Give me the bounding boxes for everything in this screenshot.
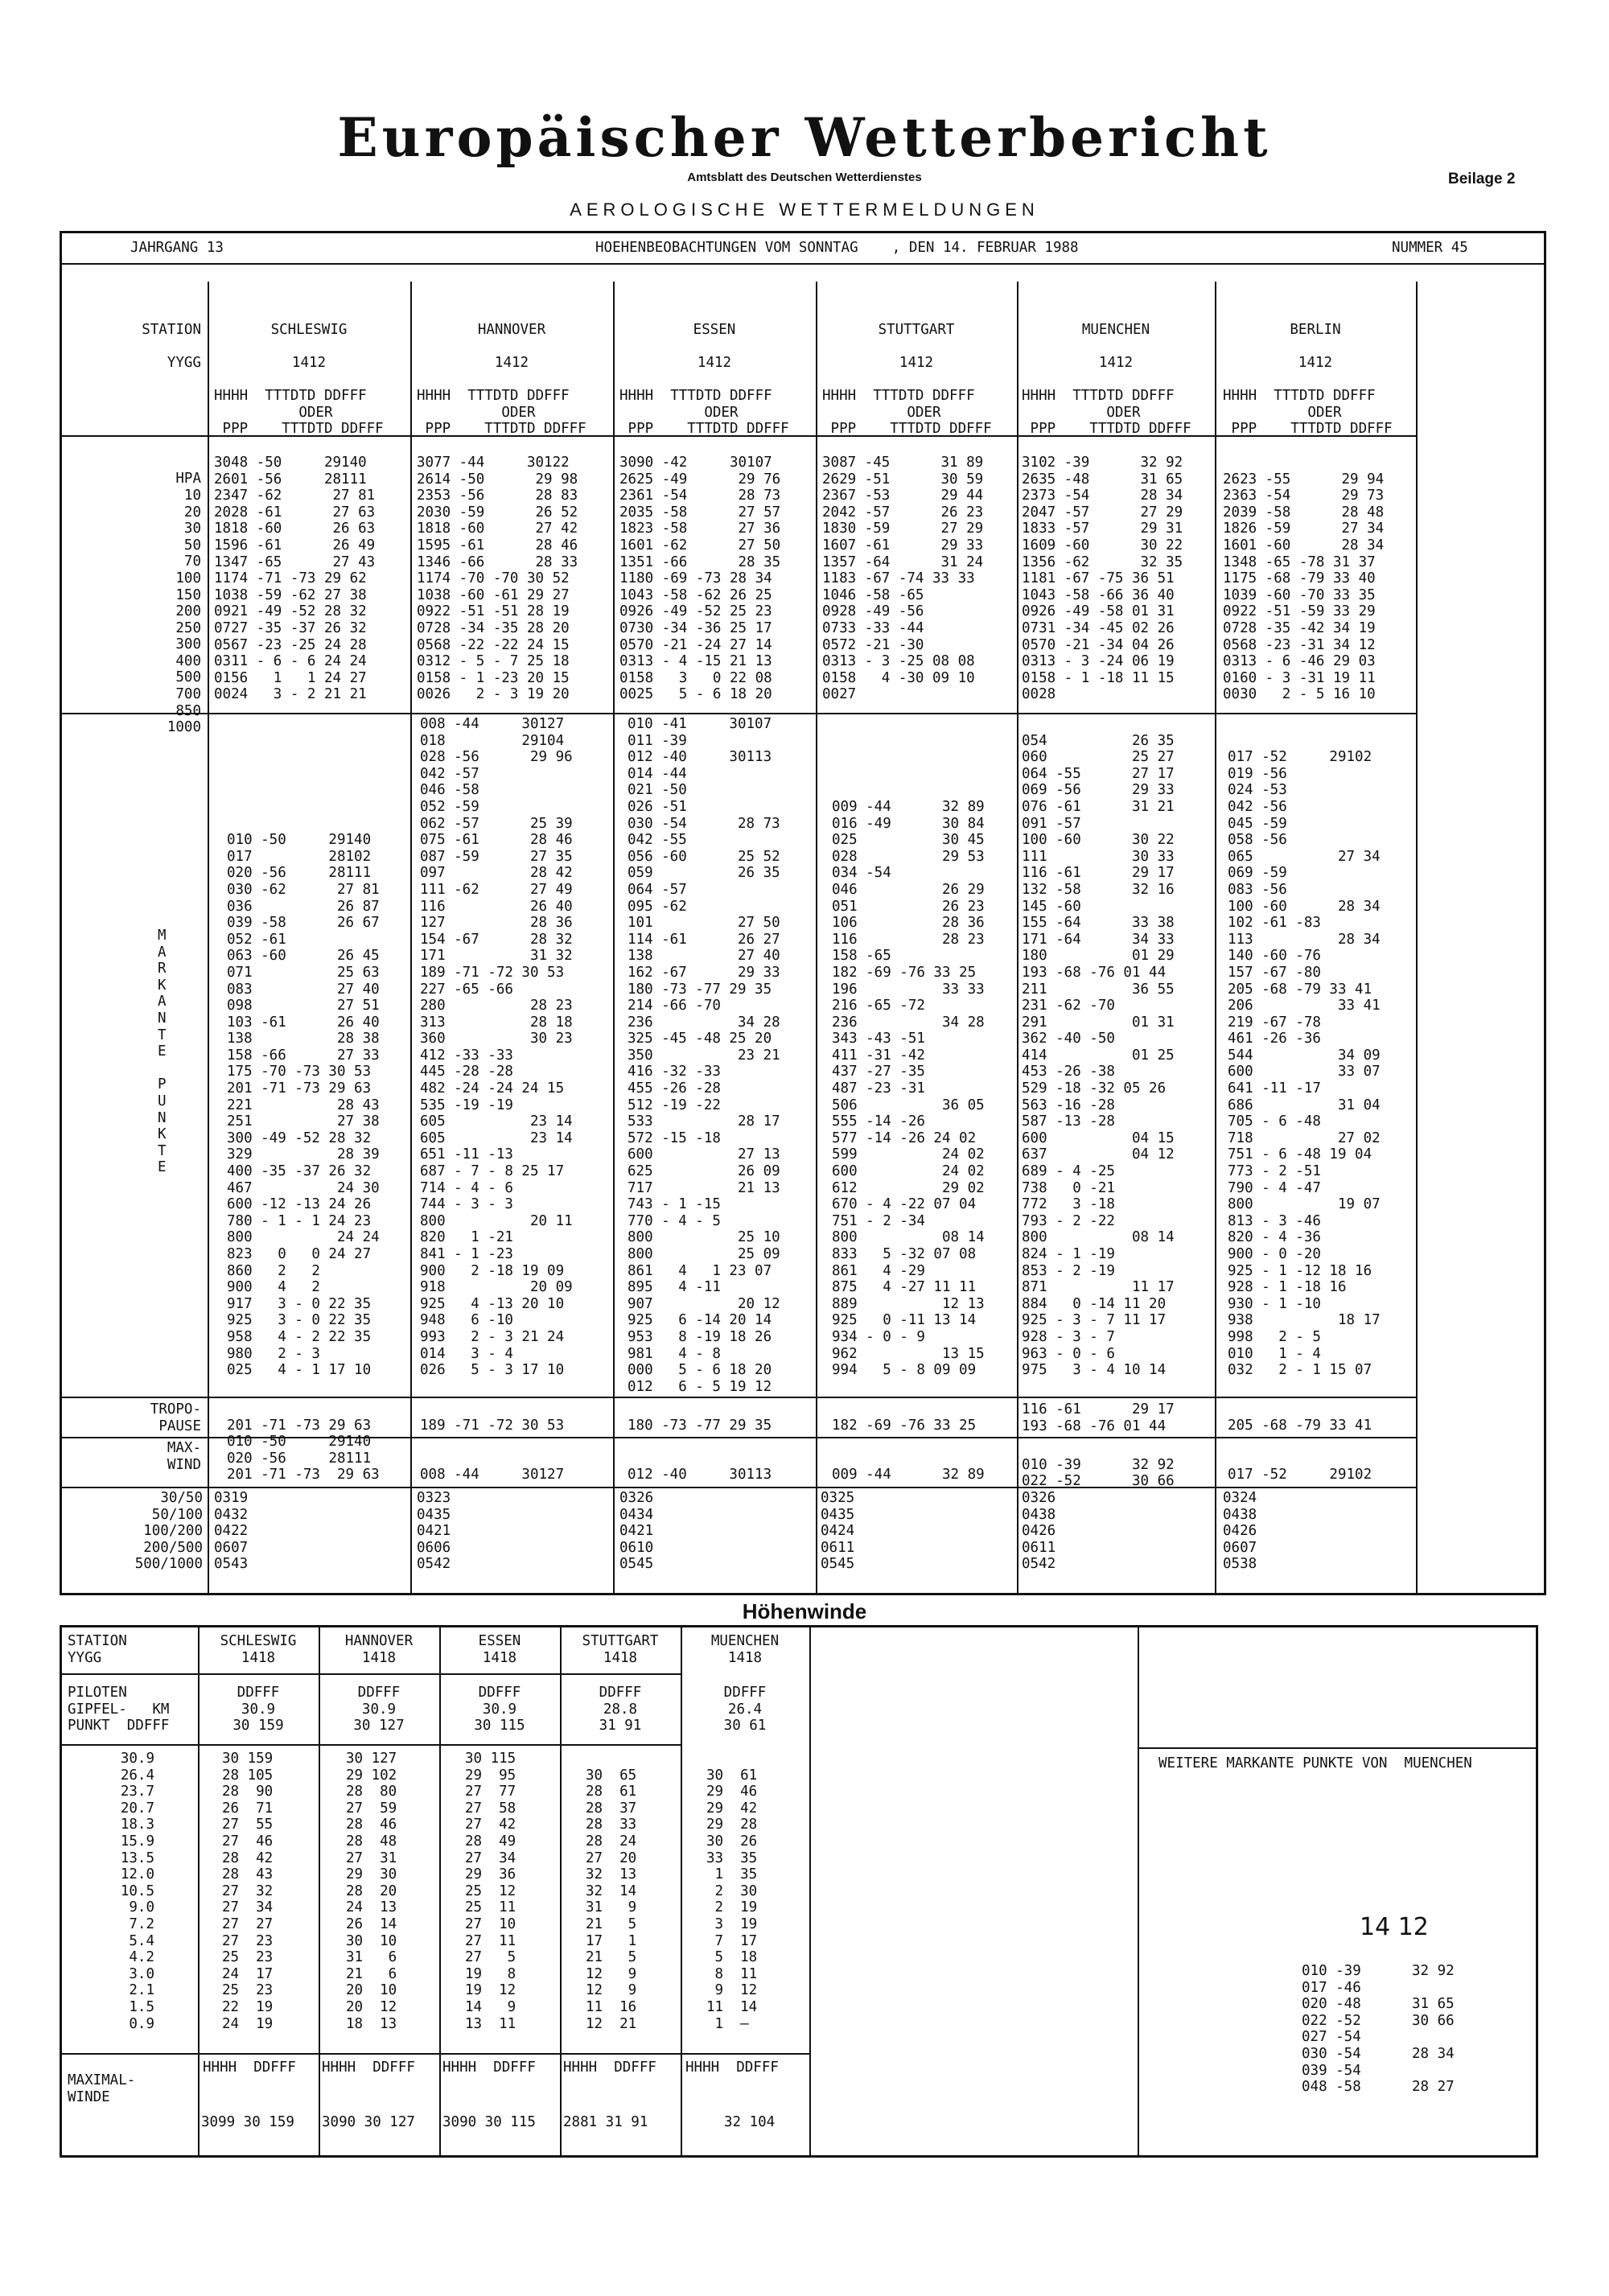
column-divider bbox=[816, 282, 817, 1595]
hw-max-value: 3090 30 127 bbox=[322, 2114, 415, 2130]
tropo-divider bbox=[60, 1397, 1416, 1398]
station-maxwind: 008 -44 30127 bbox=[420, 1467, 565, 1483]
station-column-header: HHHH TTTDTD DDFFF ODER PPP TTTDTD DDFFF bbox=[619, 388, 789, 438]
station-markante-data: 017 -52 29102 019 -56 024 -53 042 -56 045 -59 058 -56 065 27 34 069 -59 083 -56 100 -60 28 34 102 -61 -83 113 28 34 140 -60 -76 157 -67 -80 205 -68 -79 33 41 206 33 41 219 -67 -78 461 -26 -36 544 34 09 600 33 07 641 -11 -17 686 31 04 705 - 6 -48 718 27 02 751 - 6 -48 19 04 773 - 2 -51 790 - 4 -47 800 19 07 813 - 3 -46 820 - 4 -36 900 - 0 -20 925 - 1 -12 18 16 928 - 1 -18 16 930 - 1 -10 938 18 17 998 2 - 5 010 1 - 4 032 2 - 1 15 07 bbox=[1228, 749, 1381, 1379]
observation-date: HOEHENBEOBACHTUNGEN VOM SONNTAG , DEN 14. FEBRUAR 1988 bbox=[595, 240, 1079, 256]
hpa-divider bbox=[60, 713, 1416, 714]
station-column-header: HHHH TTTDTD DDFFF ODER PPP TTTDTD DDFFF bbox=[214, 388, 384, 438]
hoehenwinde-title: Höhenwinde bbox=[742, 1599, 867, 1623]
station-tropopause: 182 -69 -76 33 25 bbox=[832, 1418, 977, 1434]
hw-divider bbox=[319, 1625, 320, 2158]
station-column-header: HHHH TTTDTD DDFFF ODER PPP TTTDTD DDFFF bbox=[1223, 388, 1393, 438]
hw-divider bbox=[439, 1625, 441, 2158]
station-thickness: 0323 0435 0421 0606 0542 bbox=[417, 1490, 451, 1573]
column-divider bbox=[208, 282, 209, 1595]
station-hpa-data: 3102 -39 32 92 2635 -48 31 65 2373 -54 28 34 2047 -57 27 29 1833 -57 29 31 1609 -60 30 22 1356 -62 32 35 1181 -67 -75 36 51 1043 -58 -66 36 40 0926 -49 -58 01 31 0731 -34 -45 02 26 0570 -21 -34 04 26 0313 - 3 -24 06 19 0158 - 1 -18 11 15 0028 bbox=[1022, 455, 1183, 703]
hw-column-data: 30 65 28 61 28 37 28 33 28 24 27 20 32 13 32 14 31 9 21 5 17 1 21 5 12 9 12 9 11 16 12 21 bbox=[586, 1767, 637, 2032]
station-column-header: HHHH TTTDTD DDFFF ODER PPP TTTDTD DDFFF bbox=[417, 388, 586, 438]
station-name: SCHLESWIG bbox=[270, 322, 348, 338]
hw-max-value: 3090 30 115 bbox=[442, 2114, 536, 2130]
hw-max-header: HHHH DDFFF bbox=[322, 2059, 415, 2076]
station-thickness: 0326 0438 0426 0611 0542 bbox=[1022, 1490, 1056, 1573]
station-hpa-data: 3048 -50 29140 2601 -56 28111 2347 -62 27 81 2028 -61 27 63 1818 -60 26 63 1596 -61 26 49 1347 -65 27 43 1174 -71 -73 29 62 1038 -59 -62 27 38 0921 -49 -52 28 32 0727 -35 -37 26 32 0567 -23 -25 24 28 0311 - 6 - 6 24 24 0156 1 1 24 27 0024 3 - 2 21 21 bbox=[214, 455, 376, 703]
hw-column-header: STUTTGART 1418 bbox=[582, 1633, 659, 1666]
beilage-label: Beilage 2 bbox=[1448, 171, 1516, 187]
station-maxwind: 017 -52 29102 bbox=[1228, 1467, 1372, 1483]
hw-column-header: ESSEN 1418 bbox=[478, 1633, 521, 1666]
station-column-header: HHHH TTTDTD DDFFF ODER PPP TTTDTD DDFFF bbox=[822, 388, 992, 438]
row-labels-thickness: 30/50 50/100 100/200 200/500 500/1000 bbox=[134, 1490, 203, 1573]
hw-max-header: HHHH DDFFF bbox=[203, 2059, 296, 2076]
station-tropopause: 201 -71 -73 29 63 bbox=[227, 1418, 372, 1434]
station-hpa-data: 3087 -45 31 89 2629 -51 30 59 2367 -53 29 44 2042 -57 26 23 1830 -59 27 29 1607 -61 29 33 1357 -64 31 24 1183 -67 -74 33 33 1046 -58 -65 0928 -49 -56 0733 -33 -44 0572 -21 -30 0313 - 3 -25 08 08 0158 4 -30 09 10 0027 bbox=[822, 455, 984, 703]
station-markante-data: 010 -50 29140 017 28102 020 -56 28111 030 -62 27 81 036 26 87 039 -58 26 67 052 -61 063 -60 26 45 071 25 63 083 27 40 098 27 51 103 -61 26 40 138 28 38 158 -66 27 33 175 -70 -73 30 53 201 -71 -73 29 63 221 28 43 251 27 38 300 -49 -52 28 32 329 28 39 400 -35 -37 26 32 467 24 30 600 -12 -13 24 26 780 - 1 - 1 24 23 800 24 24 823 0 0 24 27 860 2 2 900 4 2 917 3 - 0 22 35 925 3 - 0 22 35 958 4 - 2 22 35 980 2 - 3 025 4 - 1 17 10 bbox=[227, 832, 380, 1379]
station-markante-data: 009 -44 32 89 016 -49 30 84 025 30 45 028 29 53 034 -54 046 26 29 051 26 23 106 28 36 116 28 23 158 -65 182 -69 -76 33 25 196 33 33 216 -65 -72 236 34 28 343 -43 -51 411 -31 -42 437 -27 -35 487 -23 -31 506 36 05 555 -14 -26 577 -14 -26 24 02 599 24 02 600 24 02 612 29 02 670 - 4 -22 07 04 751 - 2 -34 800 08 14 833 5 -32 07 08 861 4 -29 875 4 -27 11 11 889 12 13 925 0 -11 13 14 934 - 0 - 9 962 13 15 994 5 - 8 09 09 bbox=[832, 798, 985, 1379]
station-markante-data: 010 -41 30107 011 -39 012 -40 30113 014 -44 021 -50 026 -51 030 -54 28 73 042 -55 056 -60 25 52 059 26 35 064 -57 095 -62 101 27 50 114 -61 26 27 138 27 40 162 -67 29 33 180 -73 -77 29 35 214 -66 -70 236 34 28 325 -45 -48 25 20 350 23 21 416 -32 -33 455 -26 -28 512 -19 -22 533 28 17 572 -15 -18 600 27 13 625 26 09 717 21 13 743 - 1 -15 770 - 4 - 5 800 25 10 800 25 09 861 4 1 23 07 895 4 -11 907 20 12 925 6 -14 20 14 953 8 -19 18 26 981 4 - 8 000 5 - 6 18 20 012 6 - 5 19 12 bbox=[628, 716, 780, 1395]
hw-max-header: HHHH DDFFF bbox=[563, 2059, 656, 2076]
station-column-header: HHHH TTTDTD DDFFF ODER PPP TTTDTD DDFFF bbox=[1022, 388, 1191, 438]
station-name: STUTTGART bbox=[878, 322, 955, 338]
hw-column-header: HANNOVER 1418 bbox=[344, 1633, 414, 1666]
station-yygg: 1412 bbox=[494, 355, 529, 371]
row-label-maxwind: MAX- WIND bbox=[167, 1440, 201, 1473]
hw-divider bbox=[809, 1625, 811, 2158]
hw-divider bbox=[681, 1625, 682, 2158]
column-divider bbox=[1416, 282, 1418, 1595]
hw-gipfel: DDFFF 26.4 30 61 bbox=[723, 1685, 767, 1734]
hw-row-divider bbox=[60, 2053, 809, 2055]
aerologische-heading: AEROLOGISCHE WETTERMELDUNGEN bbox=[570, 200, 1039, 220]
station-hpa-data: 3090 -42 30107 2625 -49 29 76 2361 -54 28 73 2035 -58 27 57 1823 -58 27 36 1601 -62 27 50 1351 -66 28 35 1180 -69 -73 28 34 1043 -58 -62 26 25 0926 -49 -52 25 23 0730 -34 -36 25 17 0570 -21 -24 27 14 0313 - 4 -15 21 13 0158 3 0 22 08 0025 5 - 6 18 20 bbox=[619, 455, 781, 703]
hw-station-header: STATION YYGG bbox=[68, 1633, 127, 1666]
hw-row-divider bbox=[60, 1744, 681, 1746]
station-hpa-data: 2623 -55 29 94 2363 -54 29 73 2039 -58 28 48 1826 -59 27 34 1601 -60 28 34 1348 -65 -78 31 37 1175 -68 -79 33 40 1039 -60 -70 33 35 0922 -51 -59 33 29 0728 -35 -42 34 19 0568 -23 -31 34 12 0313 - 6 -46 29 03 0160 - 3 -31 19 11 0030 2 - 5 16 10 bbox=[1223, 471, 1385, 703]
station-yygg: 1412 bbox=[1098, 355, 1134, 371]
station-maxwind: 012 -40 30113 bbox=[628, 1467, 772, 1483]
station-yygg: 1412 bbox=[899, 355, 934, 371]
hw-column-data: 30 159 28 105 28 90 26 71 27 55 27 46 28 42 28 43 27 32 27 34 27 27 27 23 25 23 24 17 25 23 22 19 24 19 bbox=[222, 1751, 274, 2032]
station-maxwind: 010 -50 29140 020 -56 28111 201 -71 -73 29 63 bbox=[227, 1434, 380, 1483]
station-thickness: 0319 0432 0422 0607 0543 bbox=[214, 1490, 249, 1573]
jahrgang-label: JAHRGANG 13 bbox=[130, 240, 224, 256]
station-thickness: 0324 0438 0426 0607 0538 bbox=[1223, 1490, 1257, 1573]
row-label-tropopause: TROPO- PAUSE bbox=[150, 1401, 201, 1434]
hw-column-data: 30 115 29 95 27 77 27 58 27 42 28 49 27 34 29 36 25 12 25 11 27 10 27 11 27 5 19 8 19 12 14 9 13 11 bbox=[465, 1751, 516, 2032]
info-row-divider bbox=[60, 263, 1546, 265]
hw-max-value: 32 104 bbox=[724, 2114, 776, 2130]
station-markante-data: 054 26 35 060 25 27 064 -55 27 17 069 -56 29 33 076 -61 31 21 091 -57 100 -60 30 22 111 30 33 116 -61 29 17 132 -58 32 16 145 -60 155 -64 33 38 171 -64 34 33 180 01 29 193 -68 -76 01 44 211 36 55 231 -62 -70 291 01 31 362 -40 -50 414 01 25 453 -26 -38 529 -18 -32 05 26 563 -16 -28 587 -13 -28 600 04 15 637 04 12 689 - 4 -25 738 0 -21 772 3 -18 793 - 2 -22 800 08 14 824 - 1 -19 853 - 2 -19 871 11 17 884 0 -14 11 20 925 - 3 - 7 11 17 928 - 3 - 7 963 - 0 - 6 975 3 - 4 10 14 bbox=[1022, 732, 1175, 1379]
station-name: ESSEN bbox=[693, 322, 736, 338]
hw-divider bbox=[560, 1625, 562, 2158]
report-title: Europäischer Wetterbericht bbox=[337, 106, 1272, 169]
weitere-punkte-data: 010 -39 32 92 017 -46 020 -48 31 65 022 -52 30 66 027 -54 030 -54 28 34 039 -54 048 -58 28 27 bbox=[1302, 1963, 1455, 2096]
hw-column-data: 30 127 29 102 28 80 27 59 28 46 28 48 27 31 29 30 28 20 24 13 26 14 30 10 31 6 21 6 20 10 20 12 18 13 bbox=[346, 1751, 397, 2032]
column-divider bbox=[1017, 282, 1018, 1595]
hw-divider bbox=[1138, 1625, 1139, 2158]
hw-level-labels: 30.9 26.4 23.7 20.7 18.3 15.9 13.5 12.0 10.5 9.0 7.2 5.4 4.2 3.0 2.1 1.5 0.9 bbox=[120, 1751, 154, 2032]
row-labels-hpa: STATION YYGG HPA 10 20 30 50 70 100 150 200 250 300 400 500 700 850 1000 bbox=[142, 322, 201, 736]
station-tropopause: 180 -73 -77 29 35 bbox=[628, 1418, 772, 1434]
hw-column-header: MUENCHEN 1418 bbox=[710, 1633, 780, 1666]
station-thickness: 0325 0435 0424 0611 0545 bbox=[821, 1490, 855, 1573]
station-tropopause: 205 -68 -79 33 41 bbox=[1228, 1418, 1372, 1434]
column-divider bbox=[613, 282, 615, 1595]
handwritten-yygg: 14 12 bbox=[1360, 1913, 1429, 1941]
station-hpa-data: 3077 -44 30122 2614 -50 29 98 2353 -56 28 83 2030 -59 26 52 1818 -60 27 42 1595 -61 28 46 1346 -66 28 33 1174 -70 -70 30 52 1038 -60 -61 29 27 0922 -51 -51 28 19 0728 -34 -35 28 20 0568 -22 -22 24 15 0312 - 5 - 7 25 18 0158 - 1 -23 20 15 0026 2 - 3 19 20 bbox=[417, 455, 578, 703]
station-markante-data: 008 -44 30127 018 29104 028 -56 29 96 042 -57 046 -58 052 -59 062 -57 25 39 075 -61 28 46 087 -59 27 35 097 28 42 111 -62 27 49 116 26 40 127 28 36 154 -67 28 32 171 31 32 189 -71 -72 30 53 227 -65 -66 280 28 23 313 28 18 360 30 23 412 -33 -33 445 -28 -28 482 -24 -24 24 15 535 -19 -19 605 23 14 605 23 14 651 -11 -13 687 - 7 - 8 25 17 714 - 4 - 6 744 - 3 - 3 800 20 11 820 1 -21 841 - 1 -23 900 2 -18 19 09 918 20 09 925 4 -13 20 10 948 6 -10 993 2 - 3 21 24 014 3 - 4 026 5 - 3 17 10 bbox=[420, 716, 573, 1379]
row-labels-markante-punkte: M A R K A N T E P U N K T E bbox=[158, 928, 167, 1176]
station-yygg: 1412 bbox=[1298, 355, 1333, 371]
station-yygg: 1412 bbox=[697, 355, 732, 371]
hw-gipfel: DDFFF 28.8 31 91 bbox=[599, 1685, 642, 1734]
hw-row-divider bbox=[60, 1673, 681, 1675]
hw-column-header: SCHLESWIG 1418 bbox=[220, 1633, 297, 1666]
station-maxwind: 009 -44 32 89 bbox=[832, 1467, 985, 1483]
column-divider bbox=[1215, 282, 1216, 1595]
station-maxwind: 010 -39 32 92 022 -52 30 66 bbox=[1022, 1456, 1175, 1490]
bottom-divider bbox=[60, 1487, 1416, 1488]
station-thickness: 0326 0434 0421 0610 0545 bbox=[619, 1490, 654, 1573]
station-name: BERLIN bbox=[1290, 322, 1341, 338]
weitere-punkte-title: WEITERE MARKANTE PUNKTE VON MUENCHEN bbox=[1158, 1755, 1472, 1771]
station-yygg: 1412 bbox=[291, 355, 327, 371]
station-name: HANNOVER bbox=[477, 322, 546, 338]
report-subtitle: Amtsblatt des Deutschen Wetterdienstes bbox=[687, 171, 922, 184]
nummer-label: NUMMER 45 bbox=[1392, 240, 1468, 256]
hw-gipfel: DDFFF 30.9 30 115 bbox=[474, 1685, 525, 1734]
station-name: MUENCHEN bbox=[1081, 322, 1150, 338]
station-tropopause: 116 -61 29 17 193 -68 -76 01 44 bbox=[1022, 1401, 1175, 1434]
hw-gipfel: DDFFF 30.9 30 127 bbox=[353, 1685, 405, 1734]
hw-max-header: HHHH DDFFF bbox=[442, 2059, 536, 2076]
hw-divider bbox=[198, 1625, 200, 2158]
hw-column-data: 30 61 29 46 29 42 29 28 30 26 33 35 1 35 2 30 2 19 3 19 7 17 5 18 8 11 9 12 11 14 1 — bbox=[706, 1767, 758, 2032]
hw-max-value: 3099 30 159 bbox=[201, 2114, 294, 2130]
hw-gipfel: DDFFF 30.9 30 159 bbox=[233, 1685, 284, 1734]
column-divider bbox=[410, 282, 412, 1595]
hw-max-header: HHHH DDFFF bbox=[685, 2059, 779, 2076]
station-tropopause: 189 -71 -72 30 53 bbox=[420, 1418, 565, 1434]
hw-maximal-label: MAXIMAL- WINDE bbox=[68, 2072, 136, 2105]
hw-row-divider bbox=[1138, 1747, 1538, 1749]
hw-piloten-header: PILOTEN GIPFEL- KM PUNKT DDFFF bbox=[68, 1685, 170, 1734]
hw-max-value: 2881 31 91 bbox=[563, 2114, 648, 2130]
